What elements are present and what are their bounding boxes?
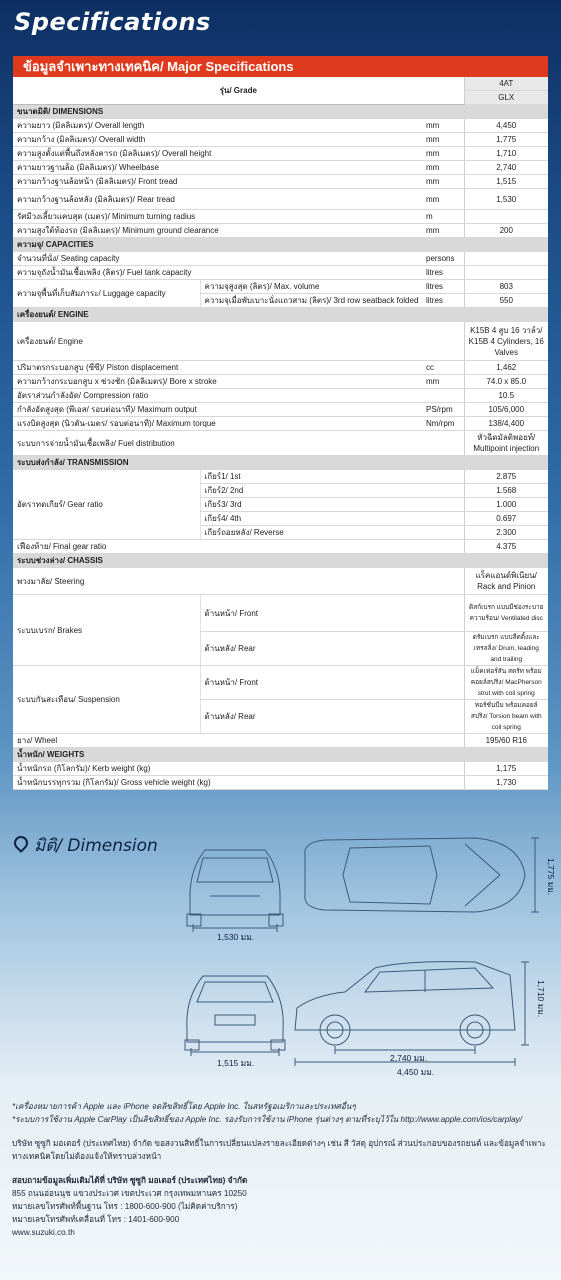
table-row <box>13 266 548 280</box>
row-label: ระบบการจ่ายน้ำมันเชื้อเพลิง/ Fuel distribution <box>13 431 422 456</box>
website-link[interactable]: www.suzuki.co.th <box>12 1228 75 1237</box>
rear-tread-label: 1,530 มม. <box>217 932 255 942</box>
row-value: 74.0 x 85.0 <box>464 375 548 389</box>
row-sublabel: ด้านหน้า/ Front <box>200 666 464 700</box>
row-value: 200 <box>464 224 548 238</box>
row-label: ความยาวฐานล้อ (มิลลิเมตร)/ Wheelbase <box>13 161 422 175</box>
row-unit: litres <box>422 294 464 308</box>
width-label: 1,775 มม. <box>546 858 556 896</box>
spec-table <box>13 77 548 790</box>
row-value: 138/4,400 <box>464 417 548 431</box>
trademark-note: *เครื่องหมายการค้า Apple และ iPhone จดลิขสิทธิ์โดย Apple Inc. ในสหรัฐอเมริกาและประเทศอื่นๆ <box>12 1102 356 1111</box>
length-label: 4,450 มม. <box>397 1067 435 1077</box>
table-row <box>13 734 548 748</box>
row-value <box>464 252 548 266</box>
footnotes <box>12 1100 552 1239</box>
disclaimer: บริษัท ซูซูกิ มอเตอร์ (ประเทศไทย) จำกัด ขอสงวนสิทธิ์ในการเปลี่ยนแปลงรายละเอียดต่างๆ เช่น สี วัสดุ อุปกรณ์ ส่วนประกอบของรถยนต์ และข้อมูลจำเพาะทางเทคนิคโดยไม่ต้องแจ้งให้ทราบล่วงหน้า <box>12 1139 546 1161</box>
row-value: 10.5 <box>464 389 548 403</box>
row-value: ดรัมเบรก แบบลีดดิ้งและเทรลลิ่ง/ Drum, leading and trailing <box>464 632 548 666</box>
row-label: ความกว้างฐานล้อหน้า (มิลลิเมตร)/ Front tread <box>13 175 422 189</box>
grade-col-4at: 4AT <box>464 77 548 91</box>
row-unit: mm <box>422 175 464 189</box>
section-weights: น้ำหนัก/ WEIGHTS <box>13 748 548 762</box>
row-value: 1,515 <box>464 175 548 189</box>
table-row <box>13 389 548 403</box>
row-label: เครื่องยนต์/ Engine <box>13 322 422 361</box>
rear-view-car-drawing <box>187 850 283 926</box>
row-value <box>464 210 548 224</box>
table-row <box>13 189 548 210</box>
row-label: แรงบิดสูงสุด (นิวตัน-เมตร/ รอบต่อนาที)/ Maximum torque <box>13 417 422 431</box>
row-label: ความยาว (มิลลิเมตร)/ Overall length <box>13 119 422 133</box>
row-unit: cc <box>422 361 464 375</box>
section-engine: เครื่องยนต์/ ENGINE <box>13 308 548 322</box>
row-label: ความสูงใต้ท้องรถ (มิลลิเมตร)/ Minimum ground clearance <box>13 224 422 238</box>
row-unit: mm <box>422 375 464 389</box>
major-specifications-bar: ข้อมูลจำเพาะทางเทคนิค/ Major Specifications <box>13 56 548 77</box>
row-unit: PS/rpm <box>422 403 464 417</box>
row-value: 0.697 <box>464 512 548 526</box>
row-value: 550 <box>464 294 548 308</box>
side-view-car-drawing <box>295 962 515 1045</box>
section-chassis: ระบบช่วงล่าง/ CHASSIS <box>13 554 548 568</box>
row-unit: litres <box>422 266 464 280</box>
row-value: 1,175 <box>464 762 548 776</box>
row-label: น้ำหนักบรรทุกรวม (กิโลกรัม)/ Gross vehicle weight (kg) <box>13 776 464 790</box>
table-row <box>13 375 548 389</box>
address: 855 ถนนอ่อนนุช แขวงประเวศ เขตประเวศ กรุงเทพมหานคร 10250 <box>12 1189 247 1198</box>
row-sublabel: เกียร์4/ 4th <box>200 512 464 526</box>
row-sublabel: ด้านหน้า/ Front <box>200 595 464 632</box>
row-value: 105/6,000 <box>464 403 548 417</box>
row-label: น้ำหนักรถ (กิโลกรัม)/ Kerb weight (kg) <box>13 762 464 776</box>
row-value: 1,462 <box>464 361 548 375</box>
row-value: 1,710 <box>464 147 548 161</box>
row-label: ความสูงตั้งแต่พื้นถึงหลังคารถ (มิลลิเมตร)/ Overall height <box>13 147 422 161</box>
row-unit: persons <box>422 252 464 266</box>
phone-mobile: หมายเลขโทรศัพท์เคลื่อนที่ โทร : 1401-600-900 <box>12 1215 180 1224</box>
section-capacities: ความจุ/ CAPACITIES <box>13 238 548 252</box>
row-unit <box>422 322 464 361</box>
row-unit: mm <box>422 189 464 210</box>
table-row <box>13 147 548 161</box>
row-value: 4.375 <box>464 540 548 554</box>
grade-label: รุ่น/ Grade <box>13 77 464 105</box>
table-row <box>13 762 548 776</box>
row-sublabel: เกียร์1/ 1st <box>200 470 464 484</box>
row-value: 803 <box>464 280 548 294</box>
top-view-car-drawing <box>305 838 525 912</box>
row-label: จำนวนที่นั่ง/ Seating capacity <box>13 252 422 266</box>
table-row <box>13 119 548 133</box>
section-transmission: ระบบส่งกำลัง/ TRANSMISSION <box>13 456 548 470</box>
carplay-note: *ระบบการใช้งาน Apple CarPlay เป็นลิขสิทธิ์ของ Apple Inc. รองรับการใช้งาน iPhone รุ่นต่างๆ ตามที่ระบุไว้ใน http://www.apple.com/ios/carplay/ <box>12 1115 523 1124</box>
table-row <box>13 431 548 456</box>
table-row <box>13 568 548 595</box>
row-label: ยาง/ Wheel <box>13 734 464 748</box>
row-value: 1,730 <box>464 776 548 790</box>
row-label: ความกว้างฐานล้อหลัง (มิลลิเมตร)/ Rear tread <box>13 189 422 210</box>
row-sublabel: เกียร์3/ 3rd <box>200 498 464 512</box>
row-value: แม็คเฟอร์สัน สตรัท พร้อมคอยล์สปริง/ MacPherson strut with coil spring <box>464 666 548 700</box>
row-value: 1.568 <box>464 484 548 498</box>
dimension-drawings <box>175 830 560 1080</box>
phone-basic: หมายเลขโทรศัพท์พื้นฐาน โทร : 1800-600-900 (ไม่คิดค่าบริการ) <box>12 1202 238 1211</box>
row-value: 1,775 <box>464 133 548 147</box>
row-value: K15B 4 สูบ 16 วาล์ว/ K15B 4 Cylinders, 16 Valves <box>464 322 548 361</box>
section-dimensions: ขนาดมิติ/ DIMENSIONS <box>13 105 548 119</box>
row-label: กำลังอัดสูงสุด (พีเอส/ รอบต่อนาที)/ Maximum output <box>13 403 422 417</box>
row-value: 2,740 <box>464 161 548 175</box>
row-unit: mm <box>422 161 464 175</box>
table-row <box>13 776 548 790</box>
row-value: ทอร์ชั่นบีม พร้อมคอยล์สปริง/ Torsion beam with coil spring <box>464 700 548 734</box>
table-row <box>13 470 548 484</box>
row-unit: mm <box>422 133 464 147</box>
dimension-heading: มิติ/ Dimension <box>14 832 158 859</box>
table-row <box>13 252 548 266</box>
table-row <box>13 210 548 224</box>
table-row <box>13 161 548 175</box>
row-sublabel: เกียร์ถอยหลัง/ Reverse <box>200 526 464 540</box>
row-sublabel: ความจุเมื่อพับเบาะนั่งแถวสาม (ลิตร)/ 3rd row seatback folded <box>200 294 422 308</box>
row-label: รัศมีวงเลี้ยวแคบสุด (เมตร)/ Minimum turning radius <box>13 210 422 224</box>
table-row <box>13 361 548 375</box>
row-label: ความจุถังน้ำมันเชื้อเพลิง (ลิตร)/ Fuel tank capacity <box>13 266 422 280</box>
row-value: แร็คแอนด์พิเนียน/ Rack and Pinion <box>464 568 548 595</box>
grade-col-glx: GLX <box>464 91 548 105</box>
table-row <box>13 417 548 431</box>
table-row <box>13 322 548 361</box>
row-value: 195/60 R16 <box>464 734 548 748</box>
row-unit: litres <box>422 280 464 294</box>
row-sublabel: เกียร์2/ 2nd <box>200 484 464 498</box>
row-sublabel: ด้านหลัง/ Rear <box>200 632 464 666</box>
table-row <box>13 224 548 238</box>
row-value: 2.875 <box>464 470 548 484</box>
row-label: อัตราส่วนกำลังอัด/ Compression ratio <box>13 389 422 403</box>
row-label: ความจุพื้นที่เก็บสัมภาระ/ Luggage capacity <box>13 280 200 308</box>
row-label: ปริมาตรกระบอกสูบ (ซีซี)/ Piston displacement <box>13 361 422 375</box>
row-label: ความกว้างกระบอกสูบ x ช่วงชัก (มิลลิเมตร)/ Bore x stroke <box>13 375 422 389</box>
row-unit: Nm/rpm <box>422 417 464 431</box>
row-unit <box>422 389 464 403</box>
contact-heading: สอบถามข้อมูลเพิ่มเติมได้ที่ บริษัท ซูซูกิ มอเตอร์ (ประเทศไทย) จำกัด <box>12 1176 248 1185</box>
row-sublabel: ความจุสูงสุด (ลิตร)/ Max. volume <box>200 280 422 294</box>
row-label: อัตราทดเกียร์/ Gear ratio <box>13 470 200 540</box>
row-value: 2.300 <box>464 526 548 540</box>
row-label: ความกว้าง (มิลลิเมตร)/ Overall width <box>13 133 422 147</box>
row-sublabel: ด้านหลัง/ Rear <box>200 700 464 734</box>
table-row <box>13 595 548 632</box>
table-row <box>13 403 548 417</box>
row-label: ระบบกันสะเทือน/ Suspension <box>13 666 200 734</box>
row-unit: mm <box>422 119 464 133</box>
front-tread-label: 1,515 มม. <box>217 1058 255 1068</box>
row-unit: mm <box>422 224 464 238</box>
row-label: พวงมาลัย/ Steering <box>13 568 464 595</box>
row-unit <box>422 431 464 456</box>
table-row <box>13 280 548 294</box>
table-row <box>13 133 548 147</box>
spec-table-panel <box>13 56 548 790</box>
table-row <box>13 666 548 700</box>
row-value: 1,530 <box>464 189 548 210</box>
front-view-car-drawing <box>185 976 285 1050</box>
contact-block <box>12 1174 552 1239</box>
page-title: Specifications <box>14 8 211 36</box>
row-unit: mm <box>422 147 464 161</box>
wheelbase-label: 2,740 มม. <box>390 1053 428 1063</box>
location-pin-icon <box>11 833 31 853</box>
row-unit: m <box>422 210 464 224</box>
row-value: 4,450 <box>464 119 548 133</box>
row-label: ระบบเบรก/ Brakes <box>13 595 200 666</box>
table-row <box>13 175 548 189</box>
row-value: หัวฉีดมัลติพอยท์/ Multipoint injection <box>464 431 548 456</box>
row-value: 1.000 <box>464 498 548 512</box>
row-value <box>464 266 548 280</box>
table-row <box>13 540 548 554</box>
row-value: ดิสก์เบรก แบบมีช่องระบาย ความร้อน/ Ventilated disc <box>464 595 548 632</box>
height-label: 1,710 มม. <box>536 980 546 1018</box>
row-label: เฟืองท้าย/ Final gear ratio <box>13 540 464 554</box>
